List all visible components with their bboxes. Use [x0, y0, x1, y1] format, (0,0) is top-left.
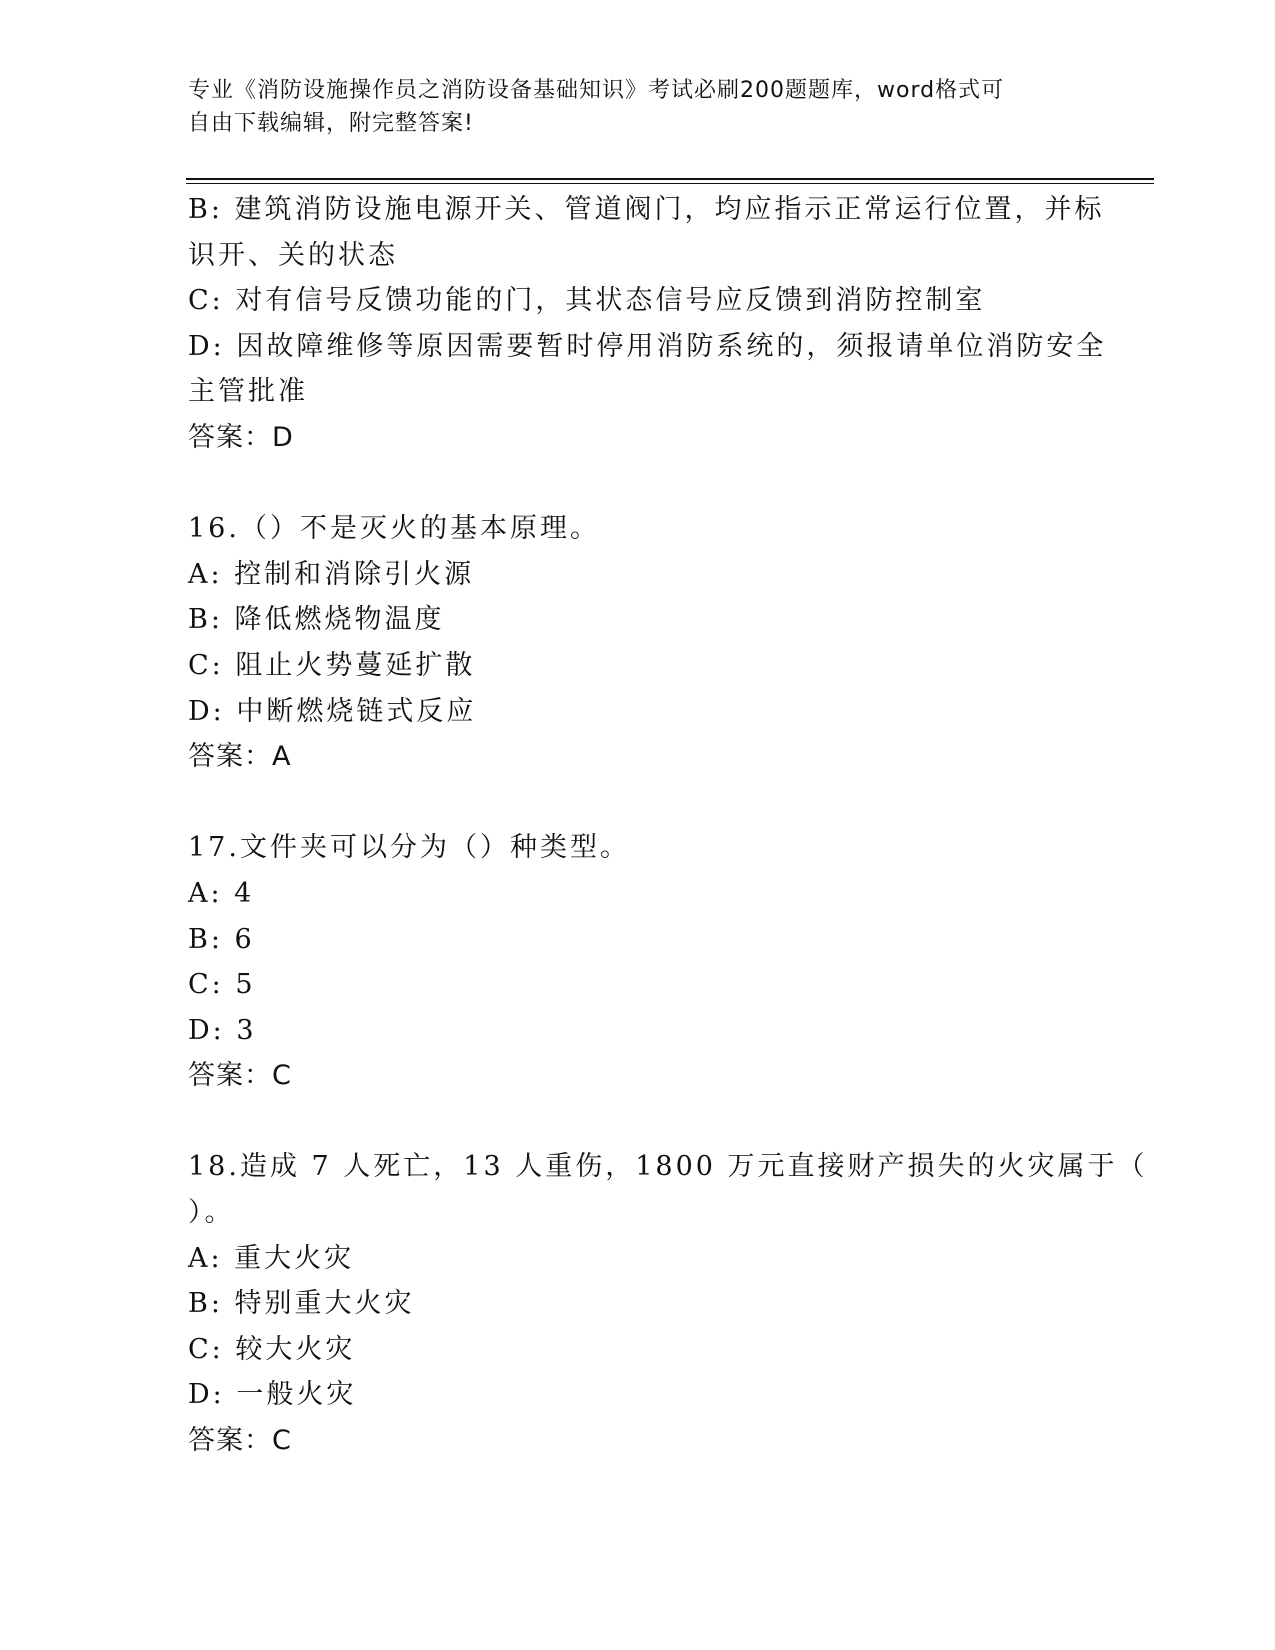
answer-line: 答案：C — [188, 1425, 292, 1457]
option-a: A: 4 — [188, 877, 255, 909]
option-d: D: 一般火灾 — [188, 1379, 357, 1411]
question-stem-line-1: 18.造成 7 人死亡，13 人重伤，1800 万元直接财产损失的火灾属于（ — [188, 1151, 1148, 1183]
answer-line: 答案：A — [188, 741, 292, 773]
question-content — [188, 187, 1148, 1464]
option-c: C: 阻止火势蔓延扩散 — [188, 649, 476, 681]
option-c: C: 对有信号反馈功能的门，其状态信号应反馈到消防控制室 — [188, 285, 986, 317]
option-b-line-2: 识开、关的状态 — [188, 239, 398, 271]
question-18-block — [188, 1144, 1148, 1463]
answer-line: 答案：C — [188, 1060, 292, 1092]
option-b: B: 特别重大火灾 — [188, 1288, 415, 1320]
spacer — [188, 780, 1088, 826]
header-rule-thick — [186, 178, 1154, 180]
option-d-line-2: 主管批准 — [188, 376, 308, 408]
header-rule-thin — [186, 183, 1154, 184]
option-d: D: 中断燃烧链式反应 — [188, 695, 477, 727]
option-a: A: 重大火灾 — [188, 1242, 355, 1274]
previous-question-block — [188, 187, 1107, 461]
header-line-2: 自由下载编辑，附完整答案! — [188, 111, 474, 136]
question-stem: 16.（）不是灭火的基本原理。 — [188, 513, 600, 545]
option-b: B: 6 — [188, 923, 255, 955]
question-stem-line-2: ）。 — [188, 1197, 235, 1229]
spacer — [188, 461, 1088, 507]
option-d-line-1: D: 因故障维修等原因需要暂时停用消防系统的，须报请单位消防安全 — [188, 330, 1107, 362]
question-16-block — [188, 506, 1088, 780]
spacer — [188, 1099, 1088, 1145]
option-b: B: 降低燃烧物温度 — [188, 604, 445, 636]
question-stem: 17.文件夹可以分为（）种类型。 — [188, 832, 630, 864]
answer-line: 答案：D — [188, 421, 294, 453]
header-line-1: 专业《消防设施操作员之消防设备基础知识》考试必刷200题题库，word格式可 — [188, 78, 1005, 103]
document-header — [188, 74, 1068, 140]
option-d: D: 3 — [188, 1014, 257, 1046]
option-b-line-1: B: 建筑消防设施电源开关、管道阀门，均应指示正常运行位置，并标 — [188, 194, 1105, 225]
question-17-block — [188, 825, 1088, 1099]
option-c: C: 5 — [188, 969, 256, 1001]
option-c: C: 较大火灾 — [188, 1333, 356, 1365]
option-a: A: 控制和消除引火源 — [188, 558, 475, 590]
